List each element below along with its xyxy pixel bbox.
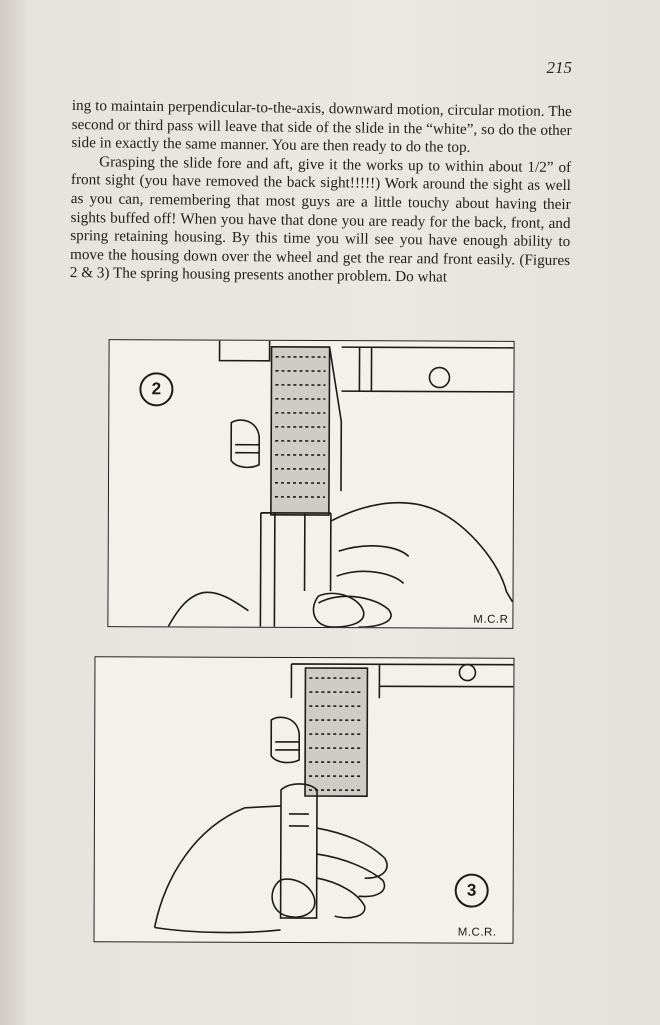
paragraph-1: ing to maintain perpendicular-to-the-axis, downward motion, circular motion. The second or third pass will leave that side of the slide in the “white”, so do the other side in exactly the same manner. You are then ready to do the top.: [71, 97, 572, 157]
slide-top: [220, 341, 270, 361]
figure-2-number: 2: [139, 372, 173, 406]
paragraph-2: Grasping the slide fore and aft, give it the works up to within about 1/2” of front sight (you have removed the back sight!!!!!) Work around the sight as well as you can, remembering that most guys are a little touchy about having their sights buffed off! When you have that done you are ready for the back, front, and spring retaining housing. By this time you will see you have enough ability to move the housing down over the wheel and get the rear and front easily. (Figures 2 & 3) The spring housing presents another problem. Do what: [69, 153, 572, 286]
buffing-wheel: [271, 347, 330, 515]
spring-housing: [260, 513, 330, 627]
body-text: [70, 97, 572, 289]
front-sight: [459, 665, 475, 681]
thumb: [272, 879, 315, 917]
figure-3-credit: M.C.R.: [457, 926, 497, 939]
wheel-shaft: [329, 347, 342, 491]
front-sight: [429, 368, 449, 388]
figure-2-credit: M.C.R: [473, 613, 509, 626]
figure-3: [94, 656, 515, 943]
thumb: [313, 593, 363, 627]
spring-housing: [281, 784, 317, 918]
slide-body: [341, 347, 513, 392]
hand: [318, 502, 513, 628]
page-number: 215: [546, 58, 572, 77]
hand: [155, 805, 388, 933]
figure-3-illustration: [95, 657, 514, 942]
figure-3-number: 3: [455, 874, 489, 908]
pointing-hand-icon: [231, 420, 259, 467]
figure-2: [107, 339, 514, 629]
pointing-hand-icon: [271, 717, 299, 762]
left-fingers: [168, 592, 248, 627]
